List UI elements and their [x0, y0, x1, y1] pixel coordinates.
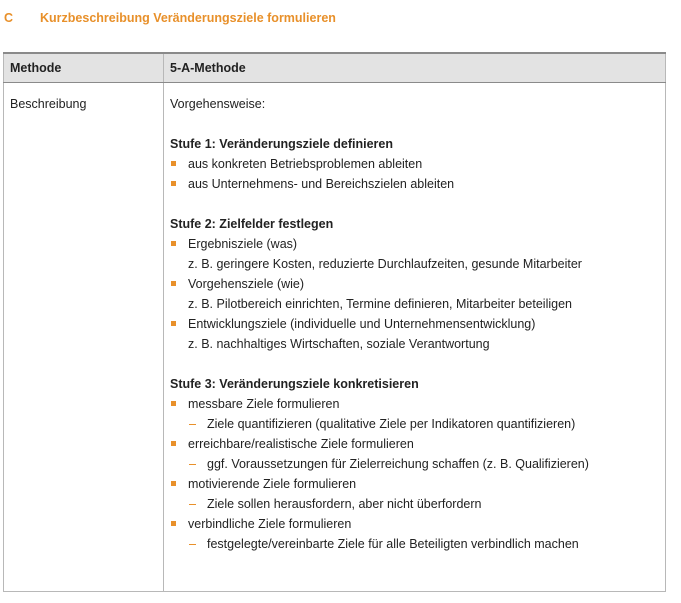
table-row: [4, 83, 666, 592]
square-bullet-icon: [171, 241, 176, 246]
square-bullet-icon: [171, 401, 176, 406]
list-item-detail: z. B. nachhaltiges Wirtschaften, soziale Verantwortung: [188, 337, 490, 351]
square-bullet-icon: [171, 521, 176, 526]
table-header-row: [4, 53, 666, 83]
dash-bullet-icon: [189, 424, 196, 425]
method-table: [3, 52, 666, 592]
square-bullet-icon: [171, 181, 176, 186]
stage1-title: Stufe 1: Veränderungsziele definieren: [170, 137, 393, 151]
section-header: [0, 11, 681, 31]
dash-bullet-icon: [189, 544, 196, 545]
dash-bullet-icon: [189, 464, 196, 465]
sub-list-item: Ziele sollen herausfordern, aber nicht überfordern: [170, 494, 659, 514]
description-cell: [164, 83, 666, 592]
list-item: verbindliche Ziele formulieren: [170, 514, 659, 534]
stage2-title: Stufe 2: Zielfelder festlegen: [170, 217, 334, 231]
square-bullet-icon: [171, 441, 176, 446]
list-item: motivierende Ziele formulieren: [170, 474, 659, 494]
list-item: erreichbare/realistische Ziele formulieren: [170, 434, 659, 454]
sub-list-item: ggf. Voraussetzungen für Zielerreichung schaffen (z. B. Qualifizieren): [170, 454, 659, 474]
list-item: aus Unternehmens- und Bereichszielen ableiten: [170, 174, 659, 194]
section-letter: C: [4, 11, 14, 25]
dash-bullet-icon: [189, 504, 196, 505]
list-item: Entwicklungsziele (individuelle und Unternehmensentwicklung): [170, 314, 659, 334]
header-methode: Methode: [4, 53, 164, 83]
list-item: Ergebnisziele (was): [170, 234, 659, 254]
header-method-name: 5-A-Methode: [164, 53, 666, 83]
section-title: Kurzbeschreibung Veränderungsziele formulieren: [40, 11, 336, 25]
square-bullet-icon: [171, 481, 176, 486]
square-bullet-icon: [171, 321, 176, 326]
intro-text: Vorgehensweise:: [170, 97, 266, 111]
list-item-detail: z. B. Pilotbereich einrichten, Termine definieren, Mitarbeiter beteiligen: [188, 297, 572, 311]
list-item-detail: z. B. geringere Kosten, reduzierte Durchlaufzeiten, gesunde Mitarbeiter: [188, 257, 582, 271]
sub-list-item: festgelegte/vereinbarte Ziele für alle Beteiligten verbindlich machen: [170, 534, 659, 554]
row-label-cell: [4, 83, 164, 592]
square-bullet-icon: [171, 281, 176, 286]
stage3-title: Stufe 3: Veränderungsziele konkretisieren: [170, 377, 419, 391]
square-bullet-icon: [171, 161, 176, 166]
list-item: aus konkreten Betriebsproblemen ableiten: [170, 154, 659, 174]
list-item: Vorgehensziele (wie): [170, 274, 659, 294]
list-item: messbare Ziele formulieren: [170, 394, 659, 414]
row-label: Beschreibung: [10, 97, 87, 111]
sub-list-item: Ziele quantifizieren (qualitative Ziele per Indikatoren quantifizieren): [170, 414, 659, 434]
